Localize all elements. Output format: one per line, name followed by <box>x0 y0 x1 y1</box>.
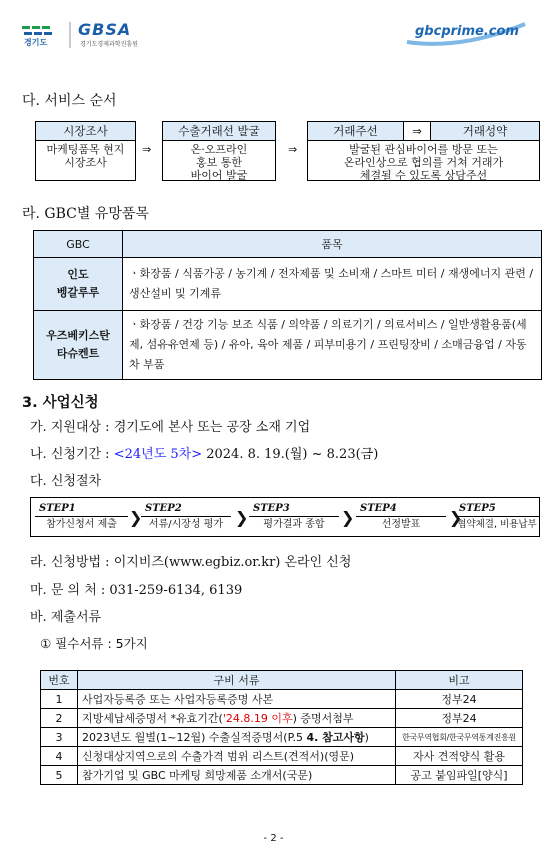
procedure-steps <box>30 497 540 537</box>
document-note: 한국무역협회/한국무역통계진흥원 <box>396 728 523 747</box>
step-label: STEP5 <box>455 502 539 517</box>
flow-body-line: 발굴된 관심바이어를 방문 또는 <box>349 143 498 156</box>
table-header: GBC <box>34 231 123 258</box>
period-label: 나. 신청기간 : <box>30 447 114 462</box>
flow-head-contract: 거래성약 <box>462 124 508 138</box>
gbc-items-table <box>33 230 542 380</box>
document-note: 정부24 <box>396 709 523 728</box>
document-note: 자사 견적양식 활용 <box>396 747 523 766</box>
step-5 <box>455 502 539 534</box>
flow-inner-arrow: ⇒ <box>403 122 431 140</box>
document-note: 공고 붙임파일[양식] <box>396 766 523 785</box>
gbc-name-cell <box>34 258 123 311</box>
documents-title: 바. 제출서류 <box>30 610 102 625</box>
step-desc: 평가결과 종합 <box>263 519 325 530</box>
flow-body-line: 온·오프라인 <box>190 143 248 156</box>
gbc-city: 우즈베키스탄 <box>46 329 110 342</box>
gyeonggi-logo-text: 경기도 <box>24 38 48 47</box>
table-row <box>41 690 523 709</box>
table-row <box>34 311 542 380</box>
step-3 <box>249 502 339 534</box>
table-header: 비고 <box>396 671 523 690</box>
gbc-city: 타슈켄트 <box>56 347 100 360</box>
service-order-title: 다. 서비스 순서 <box>22 93 117 109</box>
chevron-right-icon: ❯ <box>129 508 143 527</box>
flow-body-line: 마케팅품목 현지 <box>46 143 125 156</box>
gyeonggi-gbsa-logo <box>20 20 160 50</box>
flow-head: 수출거래선 발굴 <box>163 122 275 141</box>
chevron-right-icon: ❯ <box>235 508 249 527</box>
document-name <box>78 728 396 747</box>
flow-body-line: 홍보 통한 <box>195 156 242 169</box>
gbc-items-cell: ㆍ화장품 / 건강 기능 보조 식품 / 의약품 / 의료기기 / 의료서비스 / 일반생활용품(세제, 섬유유연제 등) / 유아, 육아 제품 / 피부미용기 / 프린팅장비 / 소매금융업 / 자동차 부품 <box>123 311 542 380</box>
validity-note: *유효기간( <box>170 712 223 725</box>
table-row <box>41 747 523 766</box>
flow-body-line: 시장조사 <box>64 156 107 169</box>
table-header: 구비 서류 <box>78 671 396 690</box>
row-number: 5 <box>41 766 78 785</box>
flow-head: 시장조사 <box>36 122 135 141</box>
table-row <box>41 728 523 747</box>
step-desc: 참가신청서 제출 <box>46 519 117 530</box>
step-1 <box>35 502 128 534</box>
support-target: 가. 지원대상 : 경기도에 본사 또는 공장 소재 기업 <box>30 420 311 435</box>
step-2 <box>141 502 231 534</box>
document-name-text: 지방세납세증명서 <box>82 712 171 725</box>
flow-box-market-research <box>35 121 136 181</box>
gbc-items-cell: ㆍ화장품 / 식품가공 / 농기계 / 전자제품 및 소비재 / 스마트 미터 / 재생에너지 관련 / 생산설비 및 기계류 <box>123 258 542 311</box>
page-number: - 2 - <box>263 833 284 844</box>
row-number: 1 <box>41 690 78 709</box>
document-name: 참가기업 및 GBC 마케팅 희망제품 소개서(국문) <box>78 766 396 785</box>
row-number: 2 <box>41 709 78 728</box>
required-documents-table <box>40 670 523 785</box>
document-name: 사업자등록증 또는 사업자등록증명 사본 <box>78 690 396 709</box>
flow-box-deal-mediation <box>307 121 540 181</box>
gbc-logo <box>401 16 531 50</box>
flow-body <box>163 141 275 182</box>
row-number: 3 <box>41 728 78 747</box>
section-3-title: 3. 사업신청 <box>22 395 99 411</box>
chevron-right-icon: ❯ <box>341 508 355 527</box>
flow-body <box>308 141 539 182</box>
required-documents-label: ① 필수서류 : 5가지 <box>40 636 148 651</box>
gbsa-logo-text: GBSA <box>78 20 132 39</box>
flow-body <box>36 141 135 169</box>
step-label: STEP3 <box>249 502 339 517</box>
document-name <box>78 709 396 728</box>
table-row <box>34 258 542 311</box>
document-name-suffix: ) <box>364 731 369 744</box>
application-period <box>30 443 378 462</box>
table-row <box>41 766 523 785</box>
application-procedure-title: 다. 신청절차 <box>30 474 102 489</box>
document-note: 정부24 <box>396 690 523 709</box>
application-method: 라. 신청방법 : 이지비즈(www.egbiz.or.kr) 온라인 신청 <box>30 555 352 570</box>
validity-suffix: ) 증명서첨부 <box>292 712 354 725</box>
gbc-city: 벵갈루루 <box>56 286 100 299</box>
chevron-right-icon: ❯ <box>449 508 463 527</box>
row-number: 4 <box>41 747 78 766</box>
flow-head <box>308 122 539 141</box>
flow-box-buyer-discovery <box>162 121 276 181</box>
table-header: 품목 <box>123 231 542 258</box>
step-label: STEP1 <box>35 502 128 517</box>
flow-arrow: ⇒ <box>142 143 152 156</box>
table-header: 번호 <box>41 671 78 690</box>
document-name: 신청대상지역으로의 수출가격 범위 리스트(견적서)(영문) <box>78 747 396 766</box>
gbc-logo-text: gbcprime.com <box>415 24 519 39</box>
period-dates: 2024. 8. 19.(월) ~ 8.23(금) <box>202 447 379 462</box>
reference-note: 4. 참고사항 <box>306 731 365 744</box>
contact-info: 마. 문 의 처 : 031-259-6134, 6139 <box>30 583 243 598</box>
document-name-text: 2023년도 월별(1~12월) 수출실적증명서(P.5 <box>82 731 307 744</box>
step-desc: 협약체결, 비용납부 <box>457 519 537 530</box>
flow-body-line: 바이어 발굴 <box>190 169 248 182</box>
step-4 <box>356 502 446 534</box>
period-round: <24년도 5차> <box>113 447 203 462</box>
flow-body-line: 온라인상으로 협의를 거쳐 거래가 <box>343 156 504 169</box>
step-label: STEP4 <box>356 502 446 517</box>
step-desc: 서류/시장성 평가 <box>148 519 224 530</box>
gbc-items-title: 라. GBC별 유망품목 <box>22 206 149 222</box>
gbsa-subtitle: 경기도경제과학진흥원 <box>80 41 138 48</box>
step-label: STEP2 <box>141 502 231 517</box>
validity-date: '24.8.19 이후 <box>222 712 293 725</box>
flow-head-mediation: 거래주선 <box>333 124 378 138</box>
step-desc: 선정발표 <box>381 519 421 530</box>
flow-arrow: ⇒ <box>288 143 298 156</box>
gbc-city: 인도 <box>67 268 89 281</box>
table-row <box>41 709 523 728</box>
flow-body-line: 체결될 수 있도록 상담주선 <box>359 169 488 182</box>
gbc-name-cell <box>34 311 123 380</box>
